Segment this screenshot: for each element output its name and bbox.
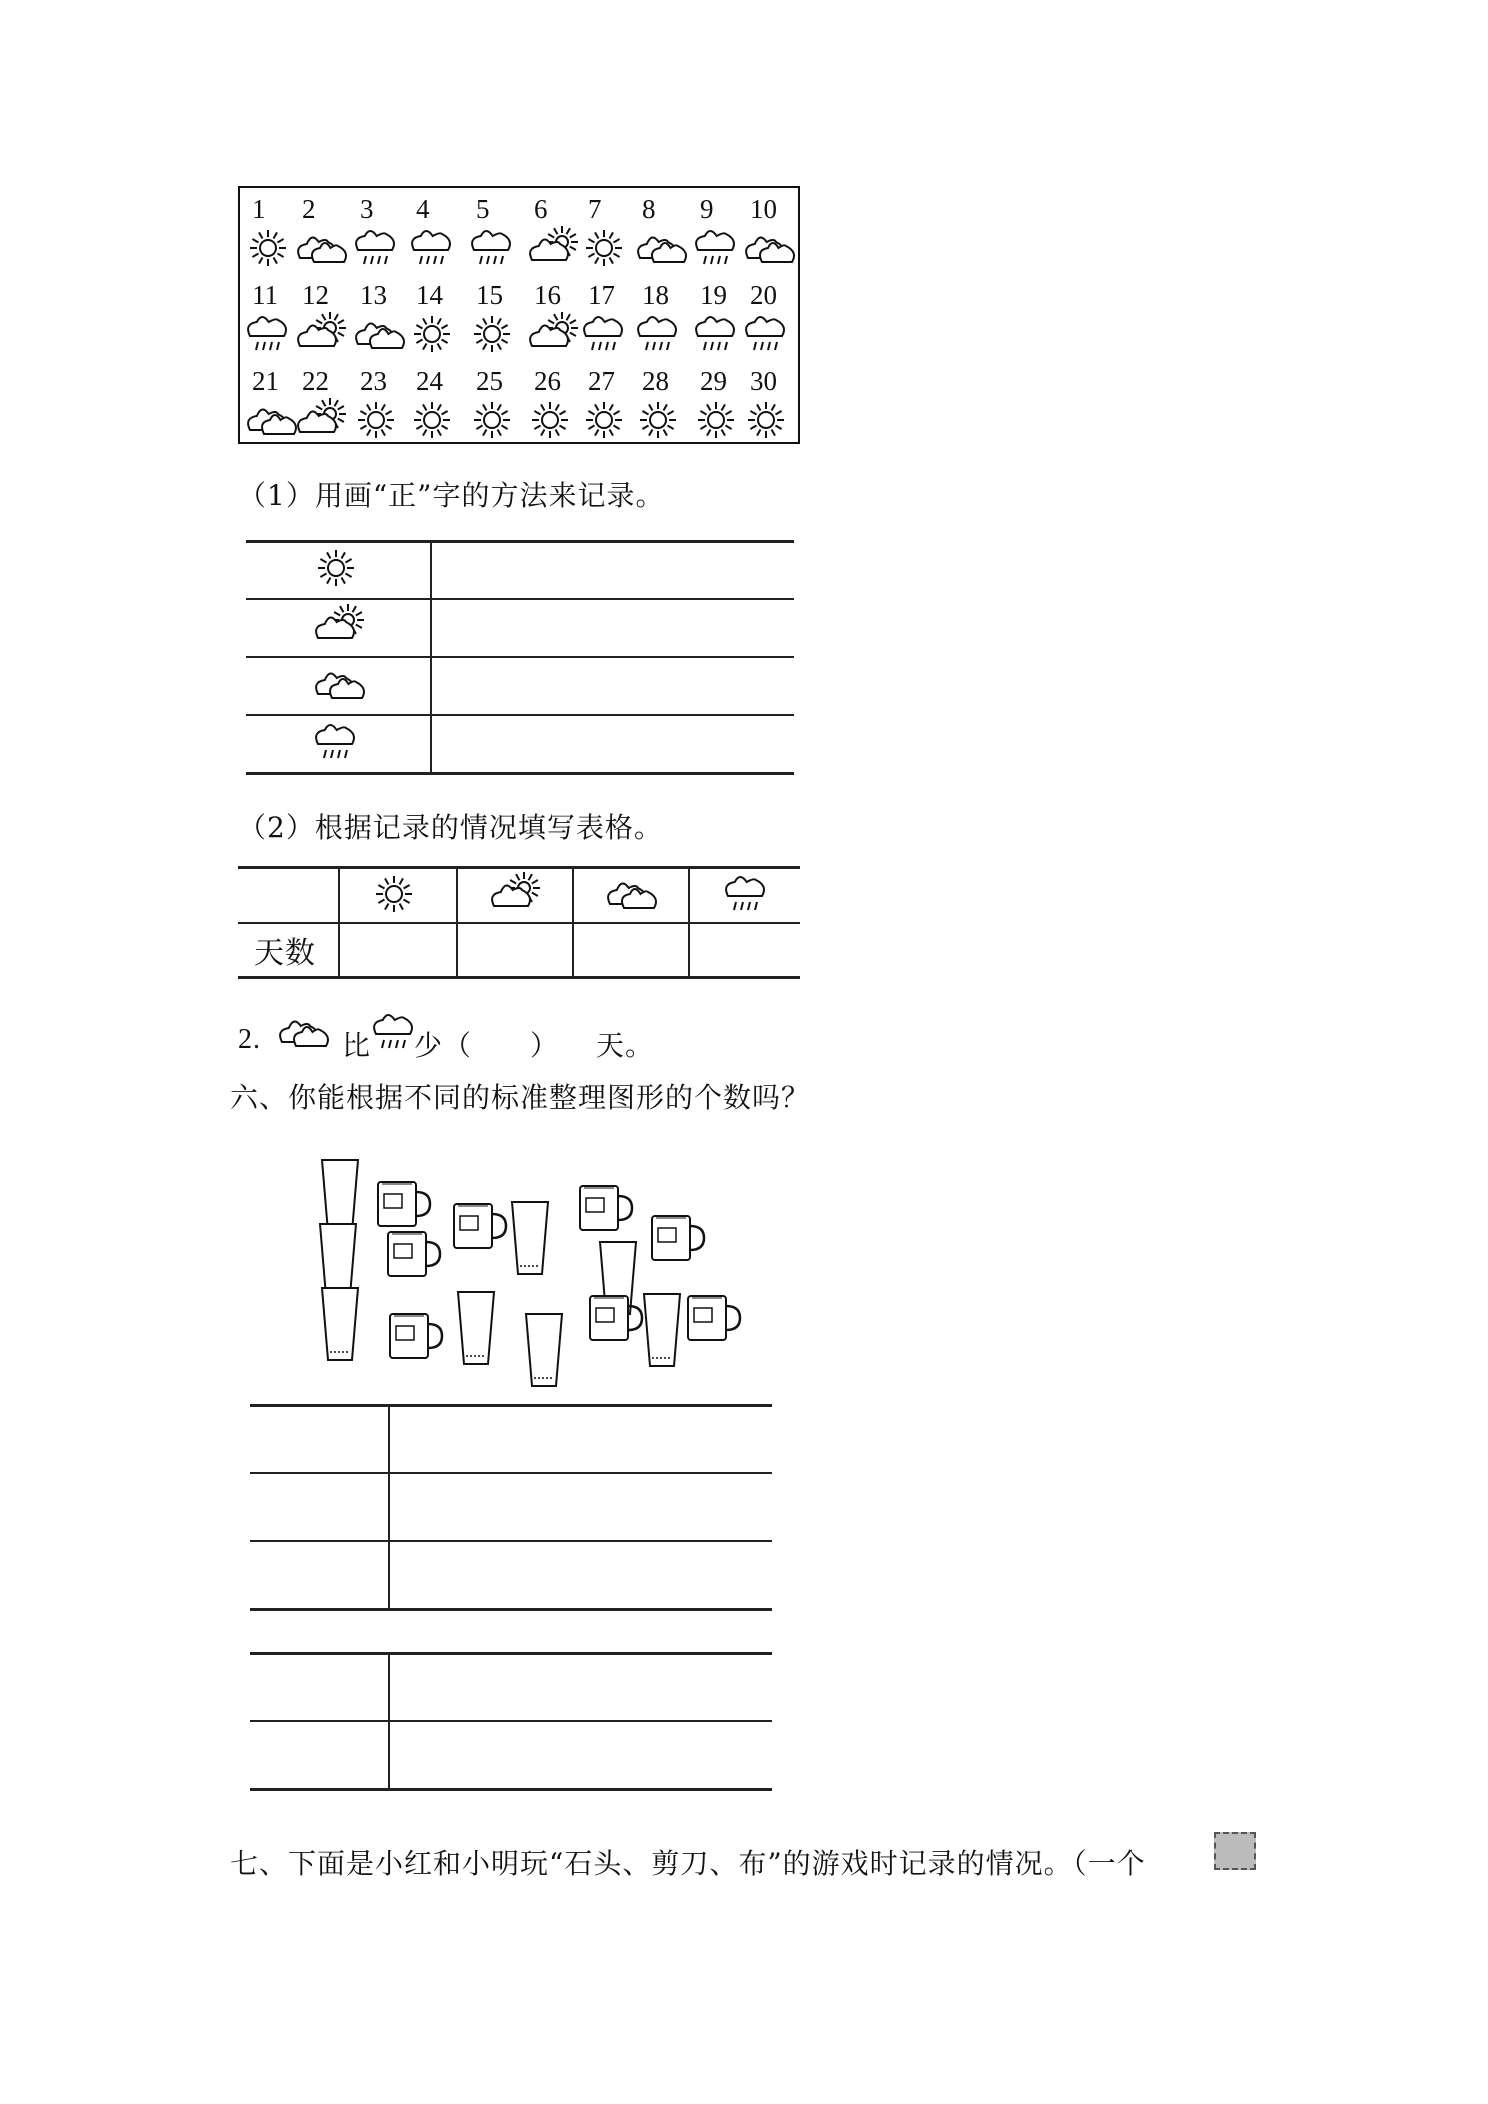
day-number: 13 xyxy=(360,280,387,310)
day-number: 7 xyxy=(588,194,602,224)
day-number: 9 xyxy=(700,194,714,224)
day-number: 1 xyxy=(252,194,266,224)
rainy-icon xyxy=(470,228,520,270)
cloudy-icon xyxy=(744,228,794,270)
rainy-icon xyxy=(314,722,364,766)
section-6-title: 六、你能根据不同的标准整理图形的个数吗？ xyxy=(230,1081,811,1114)
rainy-icon xyxy=(582,314,632,356)
sunny-icon xyxy=(694,400,744,442)
table-rule xyxy=(250,1652,772,1655)
day-number: 18 xyxy=(642,280,669,310)
sunny-icon xyxy=(470,400,520,442)
day-number: 25 xyxy=(476,366,503,396)
day-number: 21 xyxy=(252,366,279,396)
sunny-icon xyxy=(410,400,460,442)
day-number: 12 xyxy=(302,280,329,310)
sunny-icon xyxy=(528,400,578,442)
day-number: 23 xyxy=(360,366,387,396)
mug-icon xyxy=(586,1290,646,1346)
mug-icon xyxy=(374,1176,434,1232)
table-column-divider xyxy=(388,1652,390,1788)
day-number: 30 xyxy=(750,366,777,396)
compare-word: 比 xyxy=(342,1029,372,1062)
sunny-icon xyxy=(246,228,296,270)
table-row-divider xyxy=(246,714,794,716)
question-1-1-label: （1）用画“正”字的方法来记录。 xyxy=(238,479,665,512)
day-number: 8 xyxy=(642,194,656,224)
table-rule xyxy=(246,540,794,543)
day-number: 29 xyxy=(700,366,727,396)
glass-icon xyxy=(454,1288,500,1370)
day-number: 10 xyxy=(750,194,777,224)
unit-text: 天。 xyxy=(596,1029,655,1062)
sort-table-2 xyxy=(250,1652,772,1802)
table-rule xyxy=(250,1404,772,1407)
table-column-divider xyxy=(688,866,690,976)
glass-icon xyxy=(508,1198,554,1280)
table-rule xyxy=(246,772,794,775)
sunny-icon xyxy=(410,314,460,356)
count-table xyxy=(238,866,800,978)
mug-icon xyxy=(450,1198,510,1254)
day-number: 20 xyxy=(750,280,777,310)
rainy-icon xyxy=(744,314,794,356)
day-number: 3 xyxy=(360,194,374,224)
stone-swatch-icon xyxy=(1214,1832,1256,1870)
mug-icon xyxy=(576,1180,636,1236)
rainy-icon xyxy=(372,1012,412,1054)
tally-table xyxy=(246,540,794,780)
rainy-icon xyxy=(694,314,744,356)
cloudy-icon xyxy=(636,228,686,270)
day-number: 15 xyxy=(476,280,503,310)
day-number: 26 xyxy=(534,366,561,396)
cloudy-icon xyxy=(246,400,296,442)
cloudy-icon xyxy=(278,1012,338,1052)
day-number: 24 xyxy=(416,366,443,396)
sunny-icon xyxy=(470,314,520,356)
mug-icon xyxy=(648,1210,708,1266)
sunny-icon xyxy=(372,874,424,918)
rainy-icon xyxy=(410,228,460,270)
day-number: 19 xyxy=(700,280,727,310)
mug-icon xyxy=(386,1308,446,1364)
sunny-icon xyxy=(314,548,364,592)
sunny-icon xyxy=(636,400,686,442)
table-row-divider xyxy=(246,656,794,658)
partly-cloudy-icon xyxy=(490,874,542,918)
table-rule xyxy=(238,976,800,979)
rainy-icon xyxy=(724,874,776,918)
table-rule xyxy=(238,866,800,869)
table-column-divider xyxy=(430,540,432,772)
day-number: 17 xyxy=(588,280,615,310)
table-column-divider xyxy=(572,866,574,976)
sort-table-1 xyxy=(250,1404,772,1614)
table-column-divider xyxy=(388,1404,390,1608)
cloudy-icon xyxy=(314,664,364,708)
table-rule xyxy=(250,1608,772,1611)
section-7-title: 七、下面是小红和小明玩“石头、剪刀、布”的游戏时记录的情况。（一个 xyxy=(230,1847,1146,1880)
day-number: 27 xyxy=(588,366,615,396)
rainy-icon xyxy=(354,228,404,270)
cloudy-icon xyxy=(606,874,658,918)
rainy-icon xyxy=(246,314,296,356)
table-column-divider xyxy=(338,866,340,976)
day-number: 11 xyxy=(252,280,278,310)
day-number: 22 xyxy=(302,366,329,396)
day-number: 5 xyxy=(476,194,490,224)
table-row-divider xyxy=(250,1540,772,1542)
cloudy-icon xyxy=(296,228,346,270)
table-row-divider xyxy=(250,1472,772,1474)
mug-icon xyxy=(684,1290,744,1346)
table-row-divider xyxy=(250,1720,772,1722)
day-number: 16 xyxy=(534,280,561,310)
table-column-divider xyxy=(456,866,458,976)
partly-cloudy-icon xyxy=(296,400,346,442)
partly-cloudy-icon xyxy=(528,314,578,356)
glass-icon xyxy=(318,1284,364,1366)
table-rule xyxy=(250,1788,772,1791)
question-2 xyxy=(238,1012,738,1062)
day-number: 6 xyxy=(534,194,548,224)
count-row-label: 天数 xyxy=(254,936,316,971)
sunny-icon xyxy=(744,400,794,442)
sunny-icon xyxy=(582,400,632,442)
partly-cloudy-icon xyxy=(296,314,346,356)
partly-cloudy-icon xyxy=(528,228,578,270)
table-row-divider xyxy=(238,922,800,924)
partly-cloudy-icon xyxy=(314,606,364,650)
rainy-icon xyxy=(636,314,686,356)
cups-picture xyxy=(300,1140,720,1420)
day-number: 28 xyxy=(642,366,669,396)
glass-icon xyxy=(640,1290,686,1372)
question-1-2-label: （2）根据记录的情况填写表格。 xyxy=(238,811,663,844)
day-number: 2 xyxy=(302,194,316,224)
mug-icon xyxy=(384,1226,444,1282)
table-row-divider xyxy=(246,598,794,600)
question-2-number: 2. xyxy=(238,1024,261,1055)
day-number: 4 xyxy=(416,194,430,224)
weather-calendar xyxy=(238,186,800,444)
less-blank: 少（ ） xyxy=(414,1029,560,1062)
sunny-icon xyxy=(354,400,404,442)
day-number: 14 xyxy=(416,280,443,310)
cloudy-icon xyxy=(354,314,404,356)
sunny-icon xyxy=(582,228,632,270)
glass-icon xyxy=(522,1310,568,1392)
rainy-icon xyxy=(694,228,744,270)
